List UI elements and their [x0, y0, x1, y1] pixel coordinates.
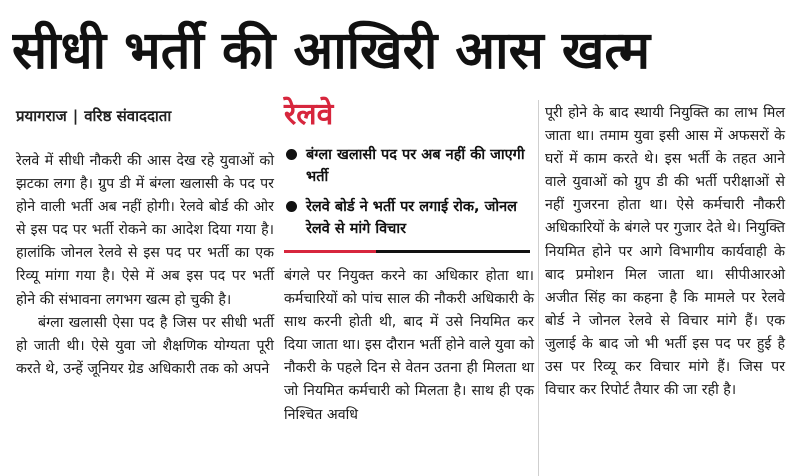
column-3-paragraph: पूरी होने के बाद स्थायी नियुक्ति का लाभ मिल जाता था। तमाम युवा इसी आस में अफसरों के घरों में काम करते थे। इस भर्ती के तहत आने वाले युवाओं को ग्रुप डी की भर्ती परीक्षाओं से नहीं गुजरना होता था। ऐसे कर्मचारी नौकरी अधिकारियों के बंगले पर गुजार देते थे। नियुक्ति नियमित होने पर आगे विभागीय कार्यवाही के बाद प्रमोशन मिल जाता था। सीपीआरओ अजीत सिंह का कहना है कि मामले पर रेलवे बोर्ड ने जोनल रेलवे से विचार मांगे हैं। एक जुलाई के बाद जो भी भर्ती इस पद पर हुई है उस पर रिव्यू कर विचार मांगे हैं। जिस पर विचार कर रिपोर्ट तैयार की जा रही है।: [545, 105, 785, 399]
headline: सीधी भर्ती की आखिरी आस खत्म: [12, 21, 651, 81]
byline: [16, 106, 274, 126]
bullet-icon: [286, 201, 297, 212]
bullet-icon: [286, 149, 297, 160]
column-2-paragraph: बंगले पर नियुक्त करने का अधिकार होता था। कर्मचारियों को पांच साल की नौकरी अधिकारी के साथ करनी होती थी, बाद में उसे नियमित कर दिया जाता था। इस दौरान भर्ती होने वाले युवा को नौकरी के पहले दिन से वेतन उतना ही मिलता था जो नियमित कर्मचारी को मिलता है। साथ ही एक निश्चित अवधि: [284, 268, 534, 423]
column-3: [545, 102, 785, 402]
highlight-item: [284, 144, 534, 188]
byline-separator: |: [72, 107, 79, 125]
highlight-text: रेलवे बोर्ड ने भर्ती पर लगाई रोक, जोनल रेलवे से मांगे विचार: [306, 199, 517, 237]
highlight-text: बंग्ला खलासी पद पर अब नहीं की जाएगी भर्ती: [306, 147, 525, 185]
column-1-paragraph-1: रेलवे में सीधी नौकरी की आस देख रहे युवाओं को झटका लगा है। ग्रुप डी में बंग्ला खलासी के पद पर होने वाली भर्ती अब नहीं होगी। रेलवे बोर्ड की ओर से इस पद पर भर्ती रोकने का आदेश दिया गया है। हालांकि जोनल रेलवे से इस पद पर भर्ती का एक रिव्यू मांगा गया है। ऐसे में अब इस पद पर भर्ती होने की संभावना लगभग खत्म हो चुकी है।: [16, 153, 274, 308]
highlights-list: [284, 144, 534, 240]
section-divider: [284, 250, 534, 253]
column-rule: [538, 100, 539, 476]
byline-place: प्रयागराज: [16, 107, 67, 125]
column-1: [16, 150, 274, 381]
column-2: [284, 90, 534, 427]
column-1-paragraph-2: बंग्ला खलासी ऐसा पद है जिस पर सीधी भर्ती हो जाती थी। ऐसे युवा जो शैक्षणिक योग्यता पूरी करते थे, उन्हें जूनियर ग्रेड अधिकारी तक को अपने: [16, 314, 274, 377]
highlight-item: [284, 196, 534, 240]
byline-author: वरिष्ठ संवाददाता: [84, 107, 172, 125]
section-label: रेलवे: [284, 97, 334, 132]
